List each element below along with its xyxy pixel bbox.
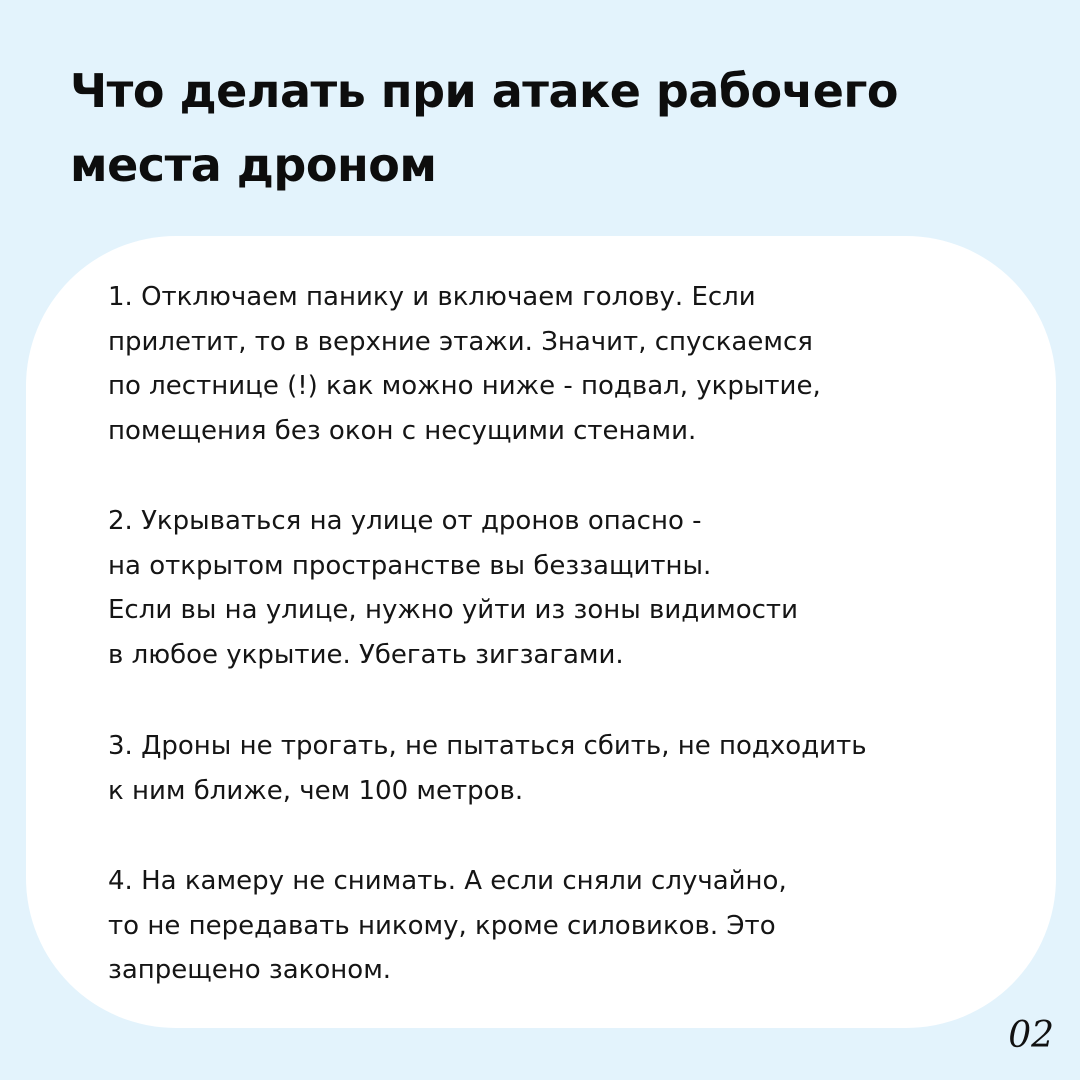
list-item-line: 1. Отключаем панику и включаем голову. Если bbox=[108, 282, 756, 312]
page-number: 02 bbox=[1008, 1015, 1054, 1056]
list-item-line: 3. Дроны не трогать, не пытаться сбить, не подходить bbox=[108, 731, 867, 761]
list-item bbox=[108, 859, 787, 993]
page-title bbox=[70, 54, 1030, 202]
list-item-line: запрещено законом. bbox=[108, 955, 392, 985]
list-item-line: помещения без окон с несущими стенами. bbox=[108, 415, 697, 446]
list-item-line: Если вы на улице, нужно уйти из зоны видимости bbox=[108, 595, 798, 625]
list-item bbox=[108, 499, 798, 677]
list-item-line: 4. На камеру не снимать. А если сняли случайно, bbox=[108, 866, 787, 896]
list-item-line: к ним ближе, чем 100 метров. bbox=[108, 775, 524, 806]
list-item-line: в любое укрытие. Убегать зигзагами. bbox=[108, 639, 624, 670]
list-item-line: 2. Укрываться на улице от дронов опасно - bbox=[108, 506, 702, 536]
list-item bbox=[108, 724, 867, 813]
page-title-line: места дроном bbox=[70, 138, 437, 192]
list-item-line: прилетит, то в верхние этажи. Значит, спускаемся bbox=[108, 326, 813, 357]
list-item-line: на открытом пространстве вы беззащитны. bbox=[108, 550, 712, 581]
list-item bbox=[108, 275, 821, 453]
page-title-line: Что делать при атаке рабочего bbox=[70, 64, 899, 118]
list-item-line: то не передавать никому, кроме силовиков. Это bbox=[108, 910, 776, 941]
list-item-line: по лестнице (!) как можно ниже - подвал, укрытие, bbox=[108, 371, 821, 401]
